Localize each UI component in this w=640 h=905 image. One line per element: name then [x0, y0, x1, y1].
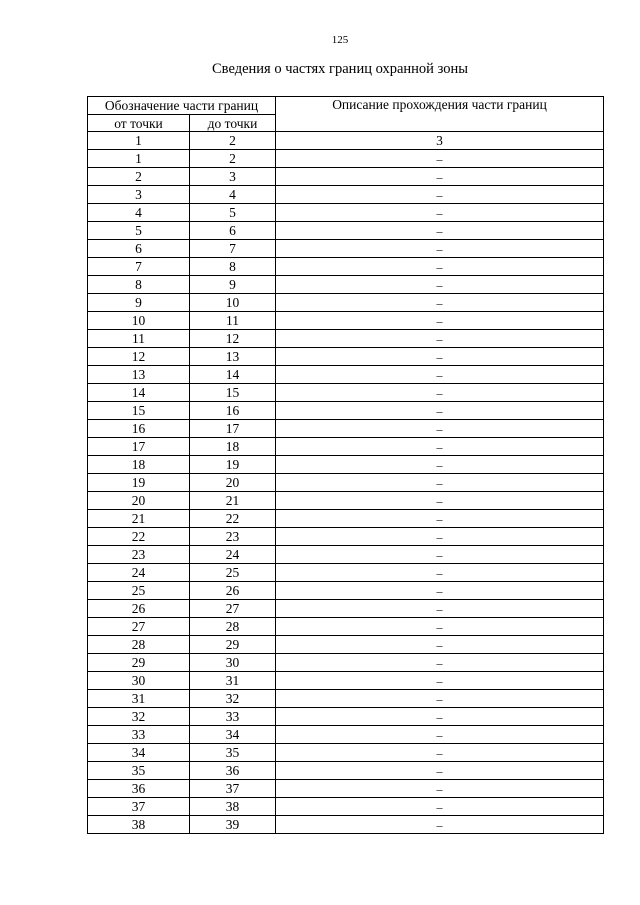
cell-description: – [276, 798, 604, 816]
cell-description: – [276, 186, 604, 204]
cell-to-point: 21 [190, 492, 276, 510]
cell-from-point: 34 [88, 744, 190, 762]
cell-to-point: 39 [190, 816, 276, 834]
cell-description: – [276, 744, 604, 762]
cell-description: – [276, 402, 604, 420]
cell-description: – [276, 384, 604, 402]
cell-description: – [276, 276, 604, 294]
cell-to-point: 27 [190, 600, 276, 618]
cell-to-point: 12 [190, 330, 276, 348]
table-body [88, 132, 604, 834]
cell-to-point: 26 [190, 582, 276, 600]
cell-description: – [276, 312, 604, 330]
cell-to-point: 16 [190, 402, 276, 420]
cell-from-point: 18 [88, 456, 190, 474]
table-row [88, 222, 604, 240]
cell-to-point: 4 [190, 186, 276, 204]
table-row [88, 654, 604, 672]
table-row [88, 402, 604, 420]
cell-from-point: 9 [88, 294, 190, 312]
cell-description: 3 [276, 132, 604, 150]
table-row [88, 510, 604, 528]
cell-description: – [276, 330, 604, 348]
cell-from-point: 28 [88, 636, 190, 654]
cell-from-point: 12 [88, 348, 190, 366]
cell-to-point: 31 [190, 672, 276, 690]
cell-from-point: 8 [88, 276, 190, 294]
cell-to-point: 13 [190, 348, 276, 366]
cell-description: – [276, 582, 604, 600]
cell-description: – [276, 258, 604, 276]
cell-description: – [276, 564, 604, 582]
table-row [88, 204, 604, 222]
cell-from-point: 4 [88, 204, 190, 222]
cell-description: – [276, 204, 604, 222]
cell-from-point: 27 [88, 618, 190, 636]
cell-from-point: 1 [88, 132, 190, 150]
table-row [88, 672, 604, 690]
cell-description: – [276, 474, 604, 492]
cell-description: – [276, 168, 604, 186]
cell-from-point: 1 [88, 150, 190, 168]
table-row [88, 132, 604, 150]
cell-from-point: 15 [88, 402, 190, 420]
cell-from-point: 11 [88, 330, 190, 348]
cell-description: – [276, 456, 604, 474]
table-header [88, 97, 604, 132]
boundary-parts-table [87, 96, 604, 834]
cell-description: – [276, 618, 604, 636]
cell-from-point: 17 [88, 438, 190, 456]
cell-from-point: 21 [88, 510, 190, 528]
cell-to-point: 37 [190, 780, 276, 798]
table-row [88, 600, 604, 618]
header-to-point: до точки [190, 115, 276, 132]
cell-to-point: 30 [190, 654, 276, 672]
cell-description: – [276, 294, 604, 312]
cell-to-point: 17 [190, 420, 276, 438]
cell-to-point: 3 [190, 168, 276, 186]
cell-to-point: 2 [190, 132, 276, 150]
cell-from-point: 5 [88, 222, 190, 240]
table-row [88, 384, 604, 402]
table-row [88, 762, 604, 780]
cell-description: – [276, 510, 604, 528]
cell-from-point: 36 [88, 780, 190, 798]
cell-description: – [276, 780, 604, 798]
cell-from-point: 37 [88, 798, 190, 816]
cell-from-point: 20 [88, 492, 190, 510]
cell-to-point: 9 [190, 276, 276, 294]
table-row [88, 636, 604, 654]
table-row [88, 780, 604, 798]
cell-to-point: 10 [190, 294, 276, 312]
table-row [88, 474, 604, 492]
cell-to-point: 35 [190, 744, 276, 762]
cell-description: – [276, 726, 604, 744]
table-row [88, 240, 604, 258]
cell-description: – [276, 672, 604, 690]
cell-to-point: 18 [190, 438, 276, 456]
cell-from-point: 33 [88, 726, 190, 744]
table-row [88, 618, 604, 636]
header-boundary-description: Описание прохождения части границ [276, 97, 604, 132]
cell-from-point: 24 [88, 564, 190, 582]
cell-description: – [276, 492, 604, 510]
cell-from-point: 22 [88, 528, 190, 546]
cell-description: – [276, 438, 604, 456]
table-row [88, 690, 604, 708]
cell-from-point: 16 [88, 420, 190, 438]
table-row [88, 582, 604, 600]
cell-to-point: 5 [190, 204, 276, 222]
cell-description: – [276, 816, 604, 834]
boundary-table-container [87, 96, 604, 834]
cell-to-point: 25 [190, 564, 276, 582]
table-row [88, 276, 604, 294]
table-row [88, 258, 604, 276]
table-row [88, 564, 604, 582]
cell-from-point: 23 [88, 546, 190, 564]
cell-to-point: 8 [190, 258, 276, 276]
cell-description: – [276, 366, 604, 384]
cell-description: – [276, 600, 604, 618]
cell-description: – [276, 528, 604, 546]
table-row [88, 312, 604, 330]
cell-to-point: 24 [190, 546, 276, 564]
table-row [88, 348, 604, 366]
cell-from-point: 19 [88, 474, 190, 492]
cell-to-point: 23 [190, 528, 276, 546]
cell-to-point: 22 [190, 510, 276, 528]
cell-from-point: 3 [88, 186, 190, 204]
cell-to-point: 28 [190, 618, 276, 636]
cell-to-point: 6 [190, 222, 276, 240]
cell-description: – [276, 348, 604, 366]
cell-description: – [276, 546, 604, 564]
header-from-point: от точки [88, 115, 190, 132]
cell-description: – [276, 690, 604, 708]
cell-from-point: 30 [88, 672, 190, 690]
cell-description: – [276, 654, 604, 672]
cell-to-point: 38 [190, 798, 276, 816]
cell-from-point: 14 [88, 384, 190, 402]
page-title: Сведения о частях границ охранной зоны [212, 61, 468, 77]
table-row [88, 366, 604, 384]
table-row [88, 420, 604, 438]
cell-to-point: 19 [190, 456, 276, 474]
cell-to-point: 15 [190, 384, 276, 402]
cell-description: – [276, 222, 604, 240]
cell-description: – [276, 636, 604, 654]
table-row [88, 294, 604, 312]
table-row [88, 168, 604, 186]
cell-to-point: 2 [190, 150, 276, 168]
cell-to-point: 11 [190, 312, 276, 330]
table-row [88, 456, 604, 474]
table-row [88, 546, 604, 564]
cell-to-point: 36 [190, 762, 276, 780]
cell-from-point: 7 [88, 258, 190, 276]
table-row [88, 150, 604, 168]
cell-to-point: 29 [190, 636, 276, 654]
table-row [88, 708, 604, 726]
header-boundary-designation: Обозначение части границ [88, 97, 276, 115]
cell-to-point: 14 [190, 366, 276, 384]
page-number: 125 [331, 34, 349, 46]
cell-description: – [276, 240, 604, 258]
cell-to-point: 7 [190, 240, 276, 258]
table-row [88, 528, 604, 546]
cell-from-point: 32 [88, 708, 190, 726]
table-row [88, 492, 604, 510]
table-row [88, 726, 604, 744]
cell-from-point: 6 [88, 240, 190, 258]
cell-from-point: 13 [88, 366, 190, 384]
table-row [88, 798, 604, 816]
table-row [88, 438, 604, 456]
cell-from-point: 26 [88, 600, 190, 618]
cell-from-point: 10 [88, 312, 190, 330]
cell-description: – [276, 150, 604, 168]
cell-from-point: 29 [88, 654, 190, 672]
table-row [88, 330, 604, 348]
table-row [88, 744, 604, 762]
cell-from-point: 25 [88, 582, 190, 600]
table-row [88, 186, 604, 204]
table-row [88, 816, 604, 834]
cell-to-point: 34 [190, 726, 276, 744]
cell-to-point: 32 [190, 690, 276, 708]
cell-description: – [276, 420, 604, 438]
cell-to-point: 33 [190, 708, 276, 726]
cell-from-point: 31 [88, 690, 190, 708]
cell-description: – [276, 708, 604, 726]
cell-from-point: 35 [88, 762, 190, 780]
cell-to-point: 20 [190, 474, 276, 492]
cell-from-point: 38 [88, 816, 190, 834]
cell-description: – [276, 762, 604, 780]
cell-from-point: 2 [88, 168, 190, 186]
